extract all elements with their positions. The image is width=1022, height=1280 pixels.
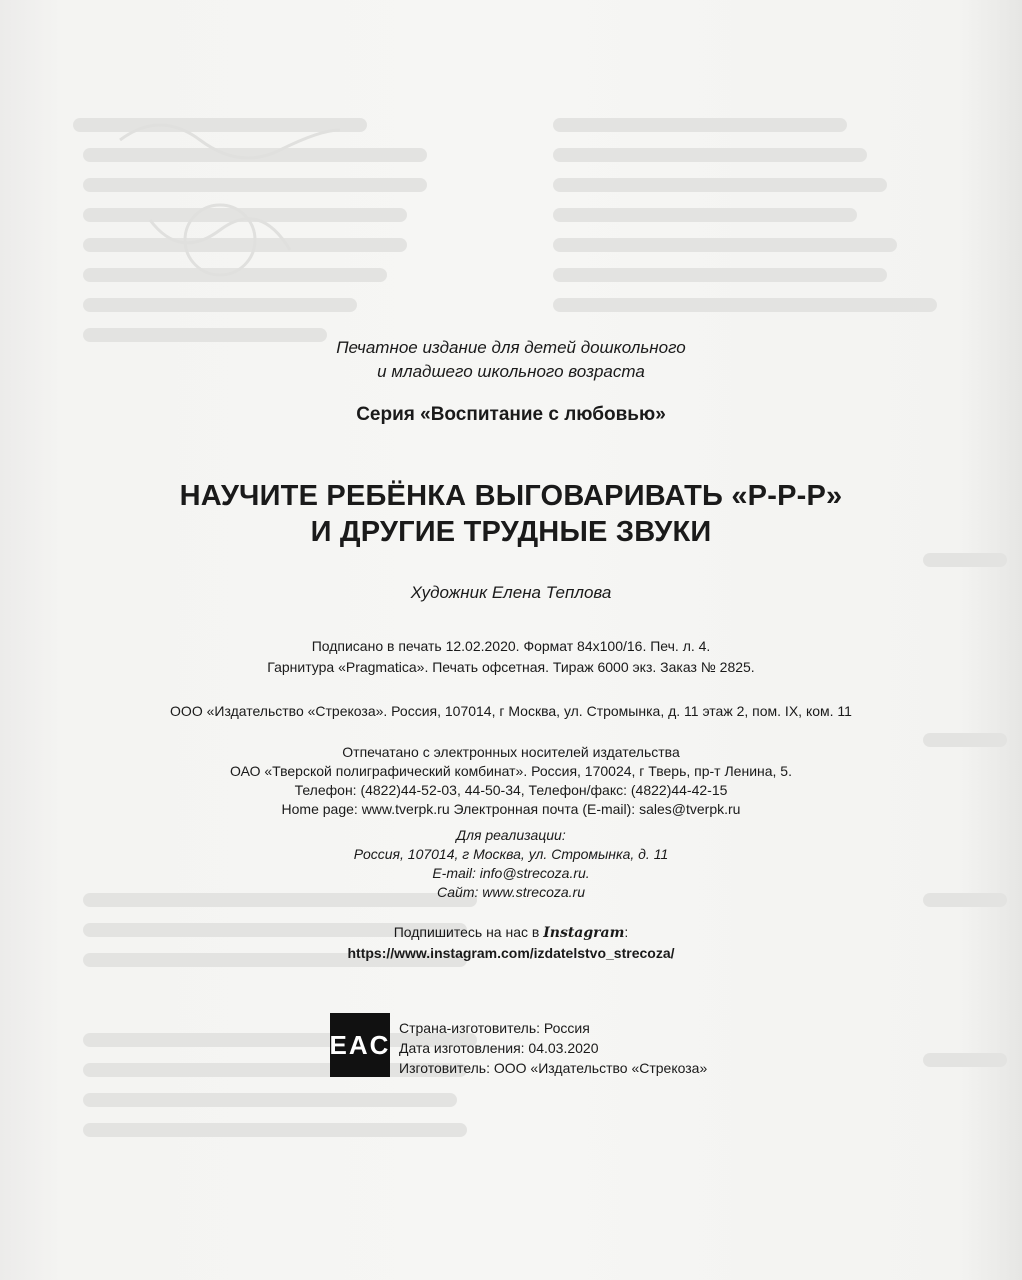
- manufacturer-name: Изготовитель: ООО «Издательство «Стрекоза»: [399, 1060, 708, 1076]
- printer-line-2: ОАО «Тверской полиграфический комбинат». Россия, 170024, г Тверь, пр-т Ленина, 5.: [230, 763, 792, 779]
- manufacturer-info: [399, 1018, 707, 1078]
- instagram-brand: Instagram: [543, 925, 625, 941]
- intro-line-2: и младшего школьного возраста: [377, 362, 645, 381]
- publisher-address: ООО «Издательство «Стрекоза». Россия, 107014, г Москва, ул. Стромынка, д. 11 этаж 2, пом. IX, ком. 11: [170, 703, 852, 719]
- printing-details: [0, 636, 1022, 678]
- distribution-line-2: Россия, 107014, г Москва, ул. Стромынка, д. 11: [353, 846, 669, 862]
- manufacturer-date: Дата изготовления: 04.03.2020: [399, 1040, 599, 1056]
- manufacturer-country: Страна-изготовитель: Россия: [399, 1020, 590, 1036]
- instagram-info: [0, 922, 1022, 963]
- artist-credit: Художник Елена Теплова: [410, 583, 612, 602]
- printer-line-1: Отпечатано с электронных носителей издательства: [342, 744, 680, 760]
- printer-line-4: Home page: www.tverpk.ru Электронная почта (E-mail): sales@tverpk.ru: [281, 801, 741, 817]
- printing-line-1: Подписано в печать 12.02.2020. Формат 84х100/16. Печ. л. 4.: [311, 638, 711, 654]
- printer-details: [0, 743, 1022, 819]
- eac-mark-icon: [330, 1013, 390, 1077]
- intro-text: [0, 336, 1022, 384]
- instagram-prefix: Подпишитесь на нас в: [393, 924, 544, 940]
- intro-line-1: Печатное издание для детей дошкольного: [336, 338, 686, 357]
- printing-line-2: Гарнитура «Pragmatica». Печать офсетная. Тираж 6000 экз. Заказ № 2825.: [267, 659, 755, 675]
- distribution-line-1: Для реализации:: [456, 827, 566, 843]
- distribution-line-3: E-mail: info@strecoza.ru.: [432, 865, 590, 881]
- distribution-info: [0, 826, 1022, 902]
- printer-line-3: Телефон: (4822)44-52-03, 44-50-34, Телефон/факс: (4822)44-42-15: [294, 782, 728, 798]
- title-line-2: И ДРУГИЕ ТРУДНЫЕ ЗВУКИ: [310, 516, 712, 548]
- series-name: Серия «Воспитание с любовью»: [356, 404, 666, 425]
- instagram-url: https://www.instagram.com/izdatelstvo_strecoza/: [347, 945, 675, 961]
- distribution-line-4: Сайт: www.strecoza.ru: [437, 884, 585, 900]
- instagram-line: [0, 922, 1022, 943]
- instagram-suffix: :: [624, 924, 629, 940]
- eac-mark-text: EAC: [329, 1029, 391, 1060]
- book-title: [0, 478, 1022, 550]
- title-line-1: НАУЧИТЕ РЕБЁНКА ВЫГОВАРИВАТЬ «Р-Р-Р»: [179, 480, 843, 512]
